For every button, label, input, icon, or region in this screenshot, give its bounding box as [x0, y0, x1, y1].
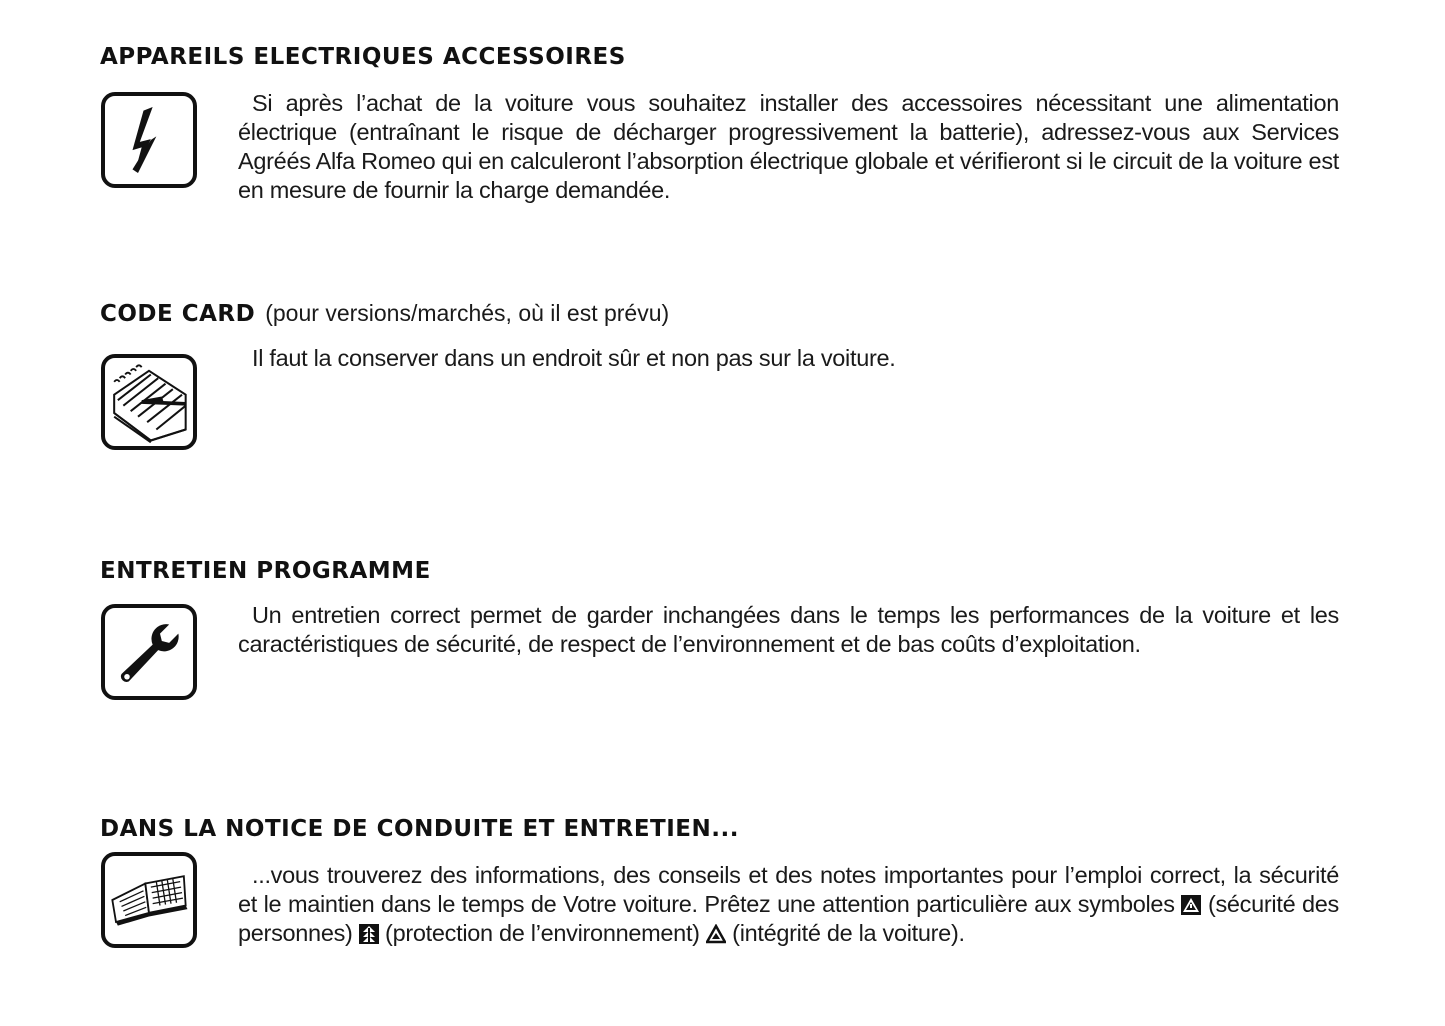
section-heading-accessoires: APPAREILS ELECTRIQUES ACCESSOIRES — [100, 44, 626, 70]
notice-text-part4: (intégrité de la voiture). — [732, 920, 965, 946]
warning-triangle-filled-icon — [1181, 895, 1201, 915]
code-card-title: CODE CARD — [100, 301, 256, 327]
wrench-icon — [101, 604, 197, 700]
warning-triangle-outline-icon — [706, 924, 726, 944]
section-heading-entretien: ENTRETIEN PROGRAMME — [100, 558, 431, 584]
notepad-pencil-icon — [101, 354, 197, 450]
section-heading-code-card — [100, 300, 669, 327]
notice-text-part3: (protection de l’environnement) — [385, 920, 700, 946]
section-heading-notice: DANS LA NOTICE DE CONDUITE ET ENTRETIEN... — [100, 816, 739, 842]
section-text-notice — [238, 861, 1339, 948]
notice-text-part2: (sécurité des personnes) — [238, 891, 1339, 946]
lightning-icon — [101, 92, 197, 188]
environment-protection-icon — [359, 924, 379, 944]
section-text-accessoires: Si après l’achat de la voiture vous souhaitez installer des accessoires nécessitant une alimentation électrique (entraînant le risque de décharger progressivement la batterie), adressez-vous aux Services Agréés Alfa Romeo qui en calculeront l’absorption électrique globale et vérifieront si le circuit de la voiture est en mesure de fournir la charge demandée. — [238, 90, 1339, 203]
section-text-entretien: Un entretien correct permet de garder inchangées dans le temps les performances de la voiture et les caractéristiques de sécurité, de respect de l’environnement et de bas coûts d’exploitation. — [238, 602, 1339, 657]
code-card-subtitle: (pour versions/marchés, où il est prévu) — [265, 300, 670, 326]
notice-text-part1: ...vous trouverez des informations, des conseils et des notes importantes pour l’emploi correct, la sécurité et le maintien dans le temps de Votre voiture. Prêtez une attention particulière aux symboles — [238, 862, 1339, 917]
section-text-code-card: Il faut la conserver dans un endroit sûr et non pas sur la voiture. — [252, 345, 896, 371]
open-book-icon — [101, 852, 197, 948]
